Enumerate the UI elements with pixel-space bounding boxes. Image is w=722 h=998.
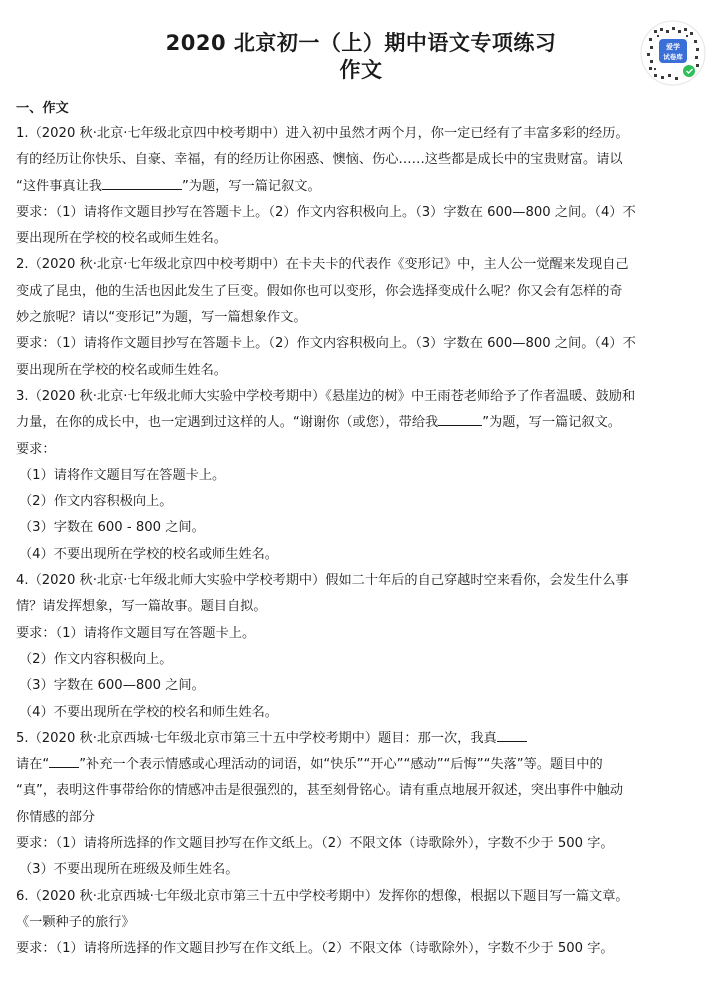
fill-in-blank (102, 175, 182, 190)
q6-line-1: 6.（2020 秋·北京西城·七年级北京市第三十五中学校考期中）发挥你的想像，根据以下题目写一篇文章。 (16, 888, 629, 904)
q3-requirement-1: （1）请将作文题目写在答题卡上。 (19, 467, 226, 483)
q1-line-3-pre: “这件事真让我 (16, 178, 102, 194)
q5-requirements-2: （3）不要出现所在班级及师生姓名。 (19, 862, 239, 878)
q3-line-2-post: ”为题，写一篇记叙文。 (482, 415, 621, 431)
q1-requirements-2: 要出现所在学校的校名或师生姓名。 (16, 231, 227, 247)
q4-requirement-2: （2）作文内容积极向上。 (19, 651, 173, 667)
q2-line-3: 妙之旅呢？请以“变形记”为题，写一篇想象作文。 (16, 310, 307, 326)
page-subtitle: 作文 (339, 58, 383, 82)
fill-in-blank (497, 727, 527, 742)
q1-line-3-post: ”为题，写一篇记叙文。 (181, 178, 321, 194)
q3-requirement-2: （2）作文内容积极向上。 (19, 494, 173, 510)
fill-in-blank (438, 411, 482, 426)
q6-line-2: 《一颗种子的旅行》 (16, 914, 135, 930)
q3-line-2-pre: 力量，在你的成长中，也一定遇到过这样的人。“谢谢你（或您），带给我 (16, 415, 439, 431)
q4-requirement-1: 要求：（1）请将作文题目写在答题卡上。 (16, 625, 256, 641)
q1-line-2: 有的经历让你快乐、自豪、幸福，有的经历让你困惑、懊恼、伤心……这些都是成长中的宝贵财富。请以 (16, 152, 623, 168)
q4-line-2: 情？请发挥想象，写一篇故事。题目自拟。 (16, 599, 267, 615)
q3-line-2 (16, 410, 706, 436)
q2-line-1: 2.（2020 秋·北京·七年级北京四中校考期中）在卡夫卡的代表作《变形记》中，主人公一觉醒来发现自己 (16, 257, 629, 273)
q3-requirements-label: 要求： (16, 441, 56, 457)
title-block (0, 30, 722, 84)
q5-line-1 (16, 726, 706, 752)
q3-line-1: 3.（2020 秋·北京·七年级北师大实验中学校考期中）《悬崖边的树》中王雨苍老师给予了作者温暖、鼓励和 (16, 388, 636, 404)
q1-requirements-1: 要求：（1）请将作文题目抄写在答题卡上。（2）作文内容积极向上。（3）字数在 600—800 之间。（4）不 (16, 204, 636, 220)
q5-requirements-1: 要求：（1）请将所选择的作文题目抄写在作文纸上。（2）不限文体（诗歌除外），字数不少于 500 字。 (16, 836, 614, 852)
q6-requirements-1: 要求：（1）请将所选择的作文题目抄写在作文纸上。（2）不限文体（诗歌除外），字数不少于 500 字。 (16, 941, 614, 957)
q3-requirement-3: （3）字数在 600 - 800 之间。 (19, 520, 205, 536)
qr-badge-text-top: 爱学 (666, 43, 680, 51)
section-heading: 一、作文 (16, 101, 69, 116)
page-title: 2020 北京初一（上）期中语文专项练习 (165, 31, 557, 55)
q2-line-2: 变成了昆虫，他的生活也因此发生了巨变。假如你也可以变形，你会选择变成什么呢？你又会有怎样的奇 (16, 283, 623, 299)
q5-line-3: “真”，表明这件事带给你的情感冲击是很强烈的，甚至刻骨铭心。请有重点地展开叙述，突出事件中触动 (16, 783, 624, 799)
qr-code-logo (640, 20, 706, 86)
fill-in-blank (49, 753, 79, 768)
document-body (16, 99, 706, 963)
q2-requirements-1: 要求：（1）请将作文题目抄写在答题卡上。（2）作文内容积极向上。（3）字数在 600—800 之间。（4）不 (16, 336, 636, 352)
q1-line-1: 1.（2020 秋·北京·七年级北京四中校考期中）进入初中虽然才两个月，你一定已经有了丰富多彩的经历。 (16, 126, 629, 141)
q5-line-2-pre: 请在“ (16, 757, 50, 773)
q4-requirement-3: （3）字数在 600—800 之间。 (19, 678, 205, 694)
q5-line-4: 你情感的部分 (16, 809, 96, 825)
q1-line-3 (16, 174, 706, 200)
q4-line-1: 4.（2020 秋·北京·七年级北师大实验中学校考期中）假如二十年后的自己穿越时空来看你，会发生什么事 (16, 573, 629, 589)
q2-requirements-2: 要出现所在学校的校名或师生姓名。 (16, 362, 227, 378)
q4-requirement-4: （4）不要出现所在学校的校名和师生姓名。 (19, 704, 278, 720)
q5-line-2-post: ”补充一个表示情感或心理活动的词语，如“快乐”“开心”“感动”“后悔”“失落”等。题目中的 (79, 757, 603, 773)
q5-line-1-text: 5.（2020 秋·北京西城·七年级北京市第三十五中学校考期中）题目：那一次，我真 (16, 730, 497, 746)
qr-badge-text-bottom: 试卷库 (663, 53, 683, 61)
qr-code-icon (640, 20, 706, 86)
q3-requirement-4: （4）不要出现所在学校的校名或师生姓名。 (19, 546, 278, 562)
q5-line-2 (16, 752, 706, 778)
